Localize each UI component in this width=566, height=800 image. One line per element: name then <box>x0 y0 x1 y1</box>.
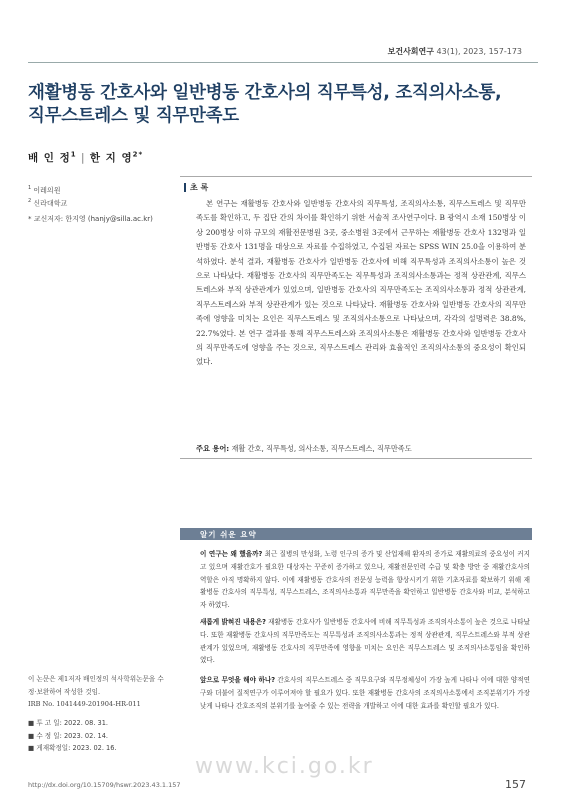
abstract-rule-top <box>180 176 532 177</box>
summary-why: 이 연구는 왜 했을까? 최근 질병의 만성화, 노령 인구의 증가 및 산업재해 환자의 증가로 재활의료의 중요성이 커지고 있으며 재활간호가 필요한 대상자는 꾸준히 증가하고 있으나, 재활전문인력 수급 및 확충 방안 중 재활간호사의 역할은 아직 명확하지 않다. 이에 재활병동 간호사의 전문성 능력을 향상시키기 위한 기초자료를 확보하기 위해 재활병동 간호사의 직무특성, 직무스트레스, 조직의사소통과 직무만족을 확인하고 일반병동 간호사와 비교, 분석하고자 하였다. <box>200 550 530 610</box>
thesis-note: 이 논문은 제1저자 배인정의 석사학위논문을 수정·보완하여 작성한 것임. IRB No. 1041449-201904-HR-011 <box>28 673 168 711</box>
author-list: 배 인 정$^1$ | 한 지 영$^{2*}$ <box>28 150 144 164</box>
corresponding-author: * 교신저자: 한지영 (hanjy@silla.ac.kr) <box>28 215 153 223</box>
submission-dates <box>28 717 117 755</box>
summary-future: 앞으로 무엇을 해야 하나? 간호사의 직무스트레스 중 직무요구와 직무정체성이 가장 높게 나타나 이에 대한 양적연구와 더불어 질적연구가 이루어져야 할 필요가 있다. 또한 재활병동 간호사의 조직의사소통에서 조직분위기가 가장 낮게 나타나 간호조직의 분위기를 높여줄 수 있는 전략을 개발하고 이에 대한 효과를 확인할 필요가 있다. <box>200 676 530 710</box>
top-rule <box>28 62 538 63</box>
doi-link[interactable]: http://dx.doi.org/10.15709/hswr.2023.43.1.157 <box>28 781 181 789</box>
abstract-heading: 초 록 <box>184 182 208 193</box>
title-line-2: 직무스트레스 및 직무만족도 <box>28 106 239 126</box>
keywords-rule <box>180 458 532 459</box>
author-separator: | <box>76 152 90 164</box>
journal-header: 보건사회연구 43(1), 2023, 157-173 <box>387 47 522 56</box>
title-line-1: 재활병동 간호사와 일반병동 간호사의 직무특성, 조직의사소통, <box>28 83 502 103</box>
abstract-text: 본 연구는 재활병동 간호사와 일반병동 간호사의 직무특성, 조직의사소통, 직무스트레스 및 직무만족도를 확인하고, 두 집단 간의 차이를 확인하기 위한 서술적 조사연구이다. B 광역시 소재 150병상 이상 200병상 이하 규모의 재활전문병원 3곳, 중소병원 3곳에서 근무하는 재활병동 간호사 132명과 일반병동 간호사 131명을 대상으로 자료를 수집하였고, 수집된 자료는 SPSS WIN 25.0을 이용하여 분석하였다. 분석 결과, 재활병동 간호사가 일반병동 간호사에 비해 직무특성과 조직의사소통이 높은 것으로 나타났다. 재활병동 간호사의 직무만족도는 직무특성과 조직의사소통과는 정적 상관관계, 직무스트레스와 부적 상관관계가 있었으며, 일반병동 간호사의 직무만족도는 조직의사소통과 정적 상관관계, 직무스트레스와 부적 상관관계가 있는 것으로 나타났다. 재활병동 간호사와 일반병동 간호사의 직무만족에 영향을 미치는 요인은 직무스트레스 및 조직의사소통으로 나타났으며, 각각의 설명력은 38.8%, 22.7%였다. 본 연구 결과를 통해 직무스트레스와 조직의사소통은 재활병동 간호사와 일반병동 간호사의 직무만족도에 영향을 주는 것으로, 직무스트레스 관리와 효율적인 조직의사소통의 중요성이 확인되었다. <box>196 199 526 367</box>
author-1: 배 인 정 <box>28 152 71 164</box>
date-submitted: ■ 투 고 일: 2022. 08. 31. <box>28 719 108 727</box>
date-accepted: ■ 게재확정일: 2023. 02. 16. <box>28 744 117 752</box>
irb-number: IRB No. 1041449-201904-HR-011 <box>28 700 141 708</box>
date-revised: ■ 수 정 일: 2023. 02. 14. <box>28 731 108 740</box>
watermark: www.kci.go.kr <box>195 754 374 779</box>
keywords: 주요 용어: 재활 간호, 직무특성, 의사소통, 직무스트레스, 직무만족도 <box>196 444 412 453</box>
summary-heading: 알기 쉬운 요약 <box>200 530 257 539</box>
affiliation-2: $^2$ 신라대학교 <box>28 198 68 208</box>
page-number: 157 <box>505 778 526 791</box>
paper-title <box>28 82 548 128</box>
author-2: 한 지 영 <box>89 152 133 164</box>
summary-findings: 새롭게 밝혀진 내용은? 재활병동 간호사가 일반병동 간호사에 비해 직무특성과 조직의사소통이 높은 것으로 나타났다. 또한 재활병동 간호사의 직무만족도는 직무특성과 조직의사소통과는 정적 상관관계, 직무스트레스와 부적 상관관계가 있었으며, 재활병동 간호사의 직무만족에 영향을 미치는 요인은 직무스트레스 및 조직의사소통임을 확인하였다. <box>200 618 530 665</box>
affiliation-1: $^1$ 이레의원 <box>28 185 61 195</box>
